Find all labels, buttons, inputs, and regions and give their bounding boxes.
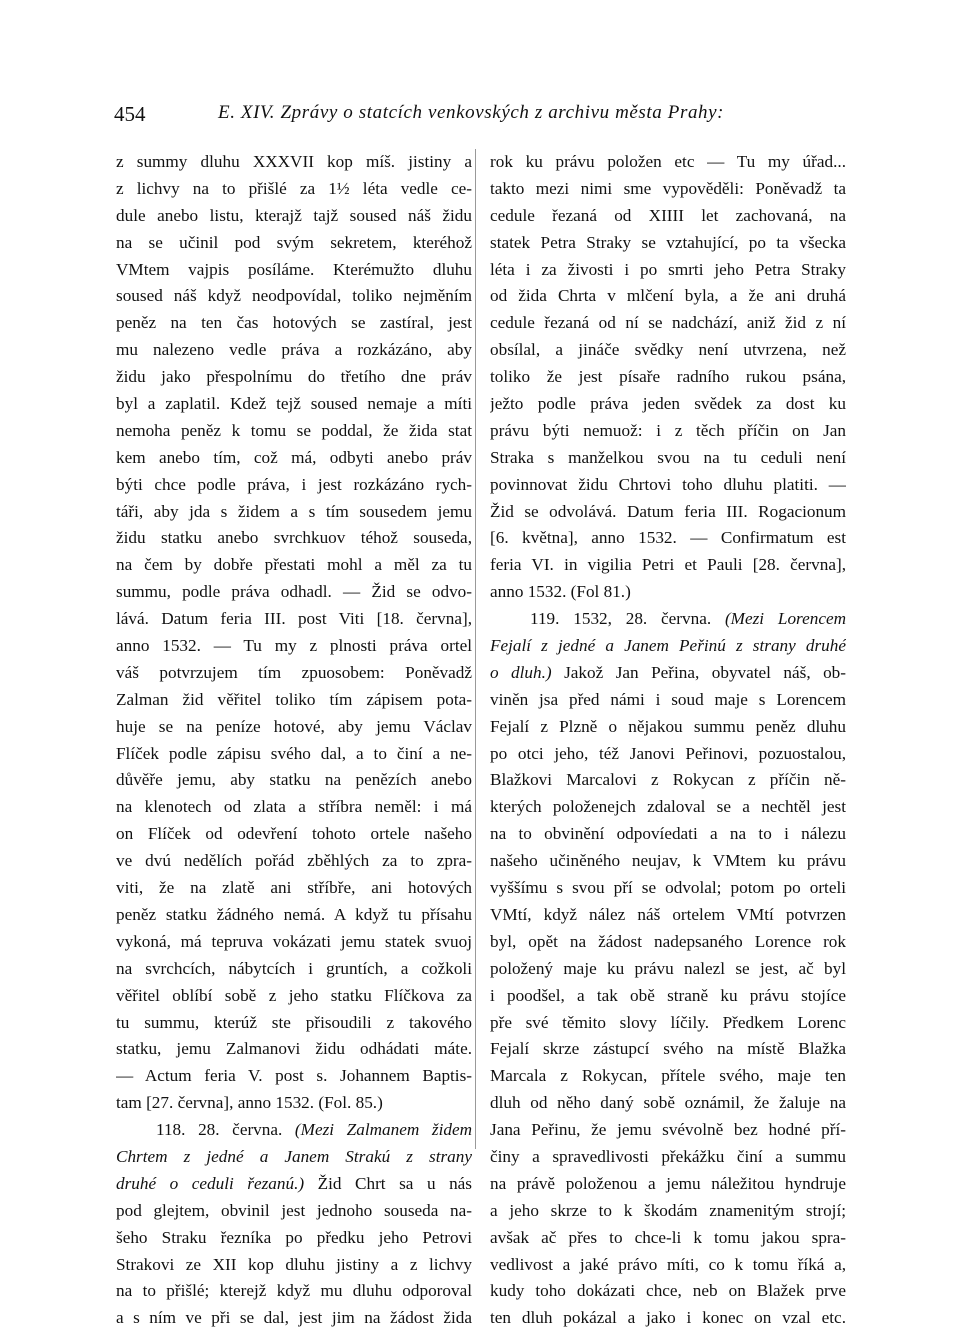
text-line xyxy=(490,1252,846,1279)
text-line xyxy=(116,1036,472,1063)
body-text: toliko že jest písaře radního rukou psána, xyxy=(490,367,846,387)
text-line xyxy=(490,929,846,956)
left-column xyxy=(116,149,472,1332)
body-text: ten dluh pokázal a jako i konec on vzal etc. xyxy=(490,1308,846,1328)
body-text: důvěře jemu, aby statku na penězích anebo xyxy=(116,770,472,790)
text-line xyxy=(490,310,846,337)
body-text: Žid se odvolává. Datum feria III. Rogacionum xyxy=(490,501,846,521)
body-text: peněz na ten čas hotových se zastíral, jest xyxy=(116,313,472,333)
body-text: na svrchcích, nábytcích i gruntích, a cožkoli xyxy=(116,958,472,978)
text-line xyxy=(116,1090,472,1117)
text-line xyxy=(490,1278,846,1305)
text-line xyxy=(490,1144,846,1171)
text-line xyxy=(490,606,846,633)
body-text: byl, opět na žádost nadepsaného Lorence rok xyxy=(490,931,846,951)
text-line xyxy=(116,472,472,499)
body-text: vykoná, má tepruva vokázati jemu statek svuoj xyxy=(116,931,472,951)
text-line xyxy=(490,149,846,176)
text-line xyxy=(116,149,472,176)
text-line xyxy=(116,579,472,606)
body-text: ježto podle práva jeden svědek za dost ku xyxy=(490,394,846,414)
body-text: položený maje ku právu nalezl se jest, ač byl xyxy=(490,958,846,978)
body-text: avšak ač přes to chce-li k tomu jakou spra- xyxy=(490,1227,846,1247)
body-text: soused náš když neodpovídal, toliko nejměním xyxy=(116,286,472,306)
text-line xyxy=(490,418,846,445)
body-text: pře své těmito slovy líčily. Předkem Lorenc xyxy=(490,1012,846,1032)
body-text: léta i za živosti i po smrti jeho Petra Straky xyxy=(490,259,846,279)
italic-heading-text: Chrtem z jedné a Janem Strakú z strany xyxy=(116,1146,472,1166)
text-line xyxy=(116,902,472,929)
body-text: tam [27. června], anno 1532. (Fol. 85.) xyxy=(116,1093,383,1113)
body-text: našeho učiněného neujav, k VMtem ku právu xyxy=(490,851,846,871)
body-text: Žid Chrt sa u nás xyxy=(304,1173,472,1193)
body-text: 118. 28. června. xyxy=(156,1120,295,1140)
body-text: feria VI. in vigilia Petri et Pauli [28. června], xyxy=(490,555,846,575)
right-column xyxy=(490,149,846,1332)
text-line xyxy=(116,660,472,687)
body-text: pod glejtem, obvinil jest jednoho souseda na- xyxy=(116,1200,472,1220)
text-line xyxy=(490,445,846,472)
text-line xyxy=(116,364,472,391)
body-text: býti chce podle práva, i jest rozkázáno rych- xyxy=(116,474,472,494)
column-divider xyxy=(475,149,476,1149)
body-text: táři, aby jda s židem a s tím sousedem jemu xyxy=(116,501,472,521)
text-line xyxy=(116,1198,472,1225)
body-text: lává. Datum feria III. post Viti [18. června], xyxy=(116,609,472,629)
text-line xyxy=(490,364,846,391)
body-text: summu, podle práva odhadl. — Žid se odvo- xyxy=(116,582,472,602)
text-line xyxy=(490,794,846,821)
text-line xyxy=(116,337,472,364)
text-line xyxy=(116,983,472,1010)
body-text: na to přišlé; kterejž když mu dluhu odporoval xyxy=(116,1281,472,1301)
body-text: po otci jeho, též Janovi Peřinovi, pozuostalou, xyxy=(490,743,846,763)
text-line xyxy=(116,794,472,821)
text-line xyxy=(116,445,472,472)
body-text: dule anebo listu, kterajž tajž soused náš židu xyxy=(116,205,472,225)
body-text: Blažkovi Marcalovi z Rokycan z příčin ně- xyxy=(490,770,846,790)
body-text: Fejalí skrze zástupcí svého na místě Blažka xyxy=(490,1039,846,1059)
text-line xyxy=(116,552,472,579)
text-line xyxy=(490,1063,846,1090)
text-line xyxy=(490,1198,846,1225)
text-line xyxy=(490,579,846,606)
body-text: Zalman žid věřitel toliko tím zápisem pota- xyxy=(116,689,472,709)
text-line xyxy=(116,714,472,741)
text-line xyxy=(116,310,472,337)
body-text: statek Petra Straky se vztahující, po ta všecka xyxy=(490,232,846,252)
body-text: na právě položenou a jemu náležitou hyndruje xyxy=(490,1173,846,1193)
body-text: byl a zaplatil. Kdež tejž soused nemaje a míti xyxy=(116,394,472,414)
text-line xyxy=(116,956,472,983)
body-text: židu statku anebo svrchkuov téhož souseda, xyxy=(116,528,472,548)
body-text: od žida Chrta v mlčení byla, a že ani druhá xyxy=(490,286,846,306)
text-line xyxy=(490,767,846,794)
body-text: cedule řezaná od ní se nadchází, aniž žid z ní xyxy=(490,313,846,333)
italic-heading-text: Fejalí z jedné a Janem Peřinú z strany druhé xyxy=(490,636,846,656)
text-line xyxy=(490,391,846,418)
body-text: z lichvy na to přišlé za 1½ léta vedle ce- xyxy=(116,178,472,198)
body-text: činy a spravedlivosti překážku činí a summu xyxy=(490,1146,846,1166)
text-line xyxy=(490,337,846,364)
body-text: z summy dluhu XXXVII kop míš. jistiny a xyxy=(116,152,472,171)
text-line xyxy=(490,176,846,203)
text-line xyxy=(116,929,472,956)
text-line xyxy=(116,1117,472,1144)
text-line xyxy=(490,1305,846,1332)
body-text: nemoha peněz k tomu se poddal, že žida stat xyxy=(116,420,472,440)
text-line xyxy=(490,257,846,284)
body-text: na klenotech od zlata a stříbra neměl: i má xyxy=(116,797,472,817)
body-text: viti, že na zlatě ani stříbře, ani hotových xyxy=(116,878,472,898)
text-line xyxy=(116,848,472,875)
text-line xyxy=(116,1278,472,1305)
body-text: takto mezi nimi sme vypověděli: Poněvadž ta xyxy=(490,178,846,198)
body-text: povinnovat židu Chrtovi toho dluhu platiti. — xyxy=(490,474,846,494)
italic-heading-text: (Mezi Lorencem xyxy=(724,609,846,629)
body-text: ve dvú nedělích pořád zběhlých za to zpra- xyxy=(116,851,472,871)
text-line xyxy=(116,257,472,284)
body-text: vyššímu s svou pří se odvolal; potom po orteli xyxy=(490,878,846,898)
text-line xyxy=(116,418,472,445)
body-text: mu nalezeno vedle práva a rozkázáno, aby xyxy=(116,340,472,360)
text-line xyxy=(490,875,846,902)
text-line xyxy=(116,176,472,203)
text-line xyxy=(116,1225,472,1252)
text-line xyxy=(116,1171,472,1198)
text-line xyxy=(490,203,846,230)
body-text: kudy toho dokázati chce, neb on Blažek prve xyxy=(490,1281,846,1301)
text-line xyxy=(490,1171,846,1198)
text-line xyxy=(116,525,472,552)
body-text: on Flíček od odevření tohoto ortele našeho xyxy=(116,824,472,844)
body-text: Marcala z Rokycan, přítele svého, maje ten xyxy=(490,1066,846,1086)
text-line xyxy=(490,848,846,875)
body-text: na čem by dobře přestati mohl a měl za tu xyxy=(116,555,472,575)
body-text: peněz statku žádného nemá. A když tu přísahu xyxy=(116,904,472,924)
text-line xyxy=(116,767,472,794)
running-header xyxy=(114,102,864,130)
body-text: a jeho skrze to k škodám znamenitým strojí; xyxy=(490,1200,846,1220)
text-line xyxy=(490,1010,846,1037)
body-text: Jana Peřinu, že jemu svévolně bez hodné pří- xyxy=(490,1120,846,1140)
body-text: huje se na peníze hotové, aby jemu Václav xyxy=(116,716,472,736)
body-text: Jakož Jan Peřina, obyvatel náš, ob- xyxy=(551,662,846,682)
body-text: VMtem vajpis posíláme. Kterémužto dluhu xyxy=(116,259,472,279)
body-text: — Actum feria V. post s. Johannem Baptis- xyxy=(116,1066,472,1086)
text-line xyxy=(490,283,846,310)
text-line xyxy=(490,552,846,579)
text-line xyxy=(490,230,846,257)
body-text: anno 1532. (Fol 81.) xyxy=(490,582,631,602)
italic-heading-text: druhé o ceduli řezanú.) xyxy=(116,1173,305,1193)
text-line xyxy=(116,1144,472,1171)
body-text: váš potvrzujem tím zpuosobem: Poněvadž xyxy=(116,662,472,682)
text-line xyxy=(490,1117,846,1144)
text-line xyxy=(116,687,472,714)
body-text: věřitel oblíbí sobě z jeho statku Flíčkova za xyxy=(116,985,472,1005)
body-text: Straka s manželkou svou na tu ceduli není xyxy=(490,447,846,467)
text-line xyxy=(116,1305,472,1332)
text-line xyxy=(490,687,846,714)
text-line xyxy=(490,741,846,768)
text-line xyxy=(116,741,472,768)
body-text: 119. 1532, 28. června. xyxy=(530,609,725,629)
running-title: E. XIV. Zprávy o statcích venkovských z archivu města Prahy: xyxy=(218,102,725,123)
italic-heading-text: o dluh.) xyxy=(490,662,552,682)
body-text: VMtí, když nález náš ortelem VMtí potvrzen xyxy=(490,904,846,924)
text-line xyxy=(116,283,472,310)
italic-heading-text: (Mezi Zalmanem židem xyxy=(294,1120,472,1140)
body-text: tu summu, kterúž ste přisoudili z takového xyxy=(116,1012,472,1032)
body-text: i poodšel, a tak obě straně ku právu stojíce xyxy=(490,985,846,1005)
body-text: rok ku právu položen etc — Tu my úřad... xyxy=(490,152,846,171)
body-text: kem anebo tím, což má, odbyti anebo práv xyxy=(116,447,472,467)
text-line xyxy=(116,1063,472,1090)
body-text: cedule řezaná od XIIII let zachovaná, na xyxy=(490,205,846,225)
text-line xyxy=(490,714,846,741)
body-text: vedlivost a jaké právo míti, co k tomu říká a, xyxy=(490,1254,846,1274)
body-text: Strakovi ze XII kop dluhu jistiny a z lichvy xyxy=(116,1254,472,1274)
text-line xyxy=(490,633,846,660)
text-line xyxy=(116,875,472,902)
text-line xyxy=(116,391,472,418)
text-line xyxy=(490,525,846,552)
text-line xyxy=(490,660,846,687)
text-line xyxy=(490,1225,846,1252)
body-text: anno 1532. — Tu my z plnosti práva ortel xyxy=(116,636,472,656)
body-text: kterých položenejch zdaloval se a nechtěl jest xyxy=(490,797,846,817)
body-text: Flíček podle zápisu svého dal, a to činí a ne- xyxy=(116,743,472,763)
body-text: židu jako přespolnímu do třetího dne práv xyxy=(116,367,472,387)
text-line xyxy=(490,1090,846,1117)
body-text: a s ním ve při se dal, jest jim na žádost žida xyxy=(116,1308,472,1328)
body-text: na se učinil pod svým sekretem, kteréhož xyxy=(116,232,472,252)
body-text: právu býti nemuož: i z těch příčin on Jan xyxy=(490,420,846,440)
text-line xyxy=(490,983,846,1010)
text-line xyxy=(490,902,846,929)
text-line xyxy=(116,230,472,257)
text-line xyxy=(490,956,846,983)
text-line xyxy=(116,1252,472,1279)
page-number: 454 xyxy=(114,102,146,126)
body-text: na to obvinění odpovíedati a na to i nálezu xyxy=(490,824,846,844)
text-line xyxy=(116,821,472,848)
body-text: Fejalí z Plzně o nějakou summu peněz dluhu xyxy=(490,716,846,736)
body-text: dluh od něho daný sobě oznámil, že žaluje na xyxy=(490,1093,846,1113)
body-text: šeho Straku řezníka po předku jeho Petrovi xyxy=(116,1227,472,1247)
body-text: statku, jemu Zalmanovi židu odhádati máte. xyxy=(116,1039,472,1059)
text-line xyxy=(490,821,846,848)
text-line xyxy=(490,499,846,526)
body-text: obsílal, a jináče svědky není utvrzena, než xyxy=(490,340,846,360)
text-line xyxy=(116,633,472,660)
text-line xyxy=(116,203,472,230)
text-line xyxy=(490,1036,846,1063)
body-text: viněn jsa před námi i soud maje s Lorencem xyxy=(490,689,846,709)
text-line xyxy=(116,1010,472,1037)
body-text: [6. května], anno 1532. — Confirmatum est xyxy=(490,528,846,548)
text-line xyxy=(116,606,472,633)
text-line xyxy=(116,499,472,526)
text-line xyxy=(490,472,846,499)
